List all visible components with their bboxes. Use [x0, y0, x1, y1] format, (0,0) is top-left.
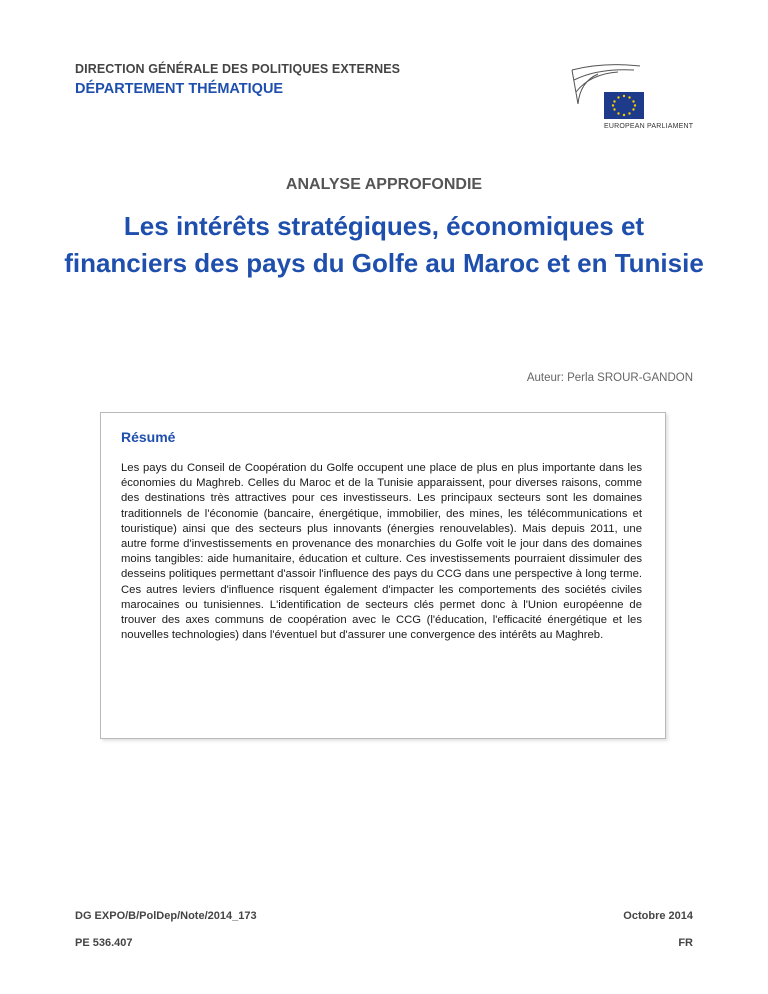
department-title: DÉPARTEMENT THÉMATIQUE [75, 81, 284, 97]
footer-row-2 [75, 937, 693, 949]
header-block [75, 62, 400, 97]
author-line: Auteur: Perla SROUR-GANDON [526, 372, 693, 384]
language-code: FR [678, 937, 693, 949]
footer-row-1 [75, 910, 693, 922]
document-reference: DG EXPO/B/PolDep/Note/2014_173 [75, 910, 257, 922]
summary-box [100, 412, 666, 739]
summary-text: Les pays du Conseil de Coopération du Golfe occupent une place de plus en plus importante dans les économies du Maghreb. Celles du Maroc et de la Tunisie apparaissent, pour diverses raisons, comme des destinations très attractives pour ces investisseurs. Les principaux secteurs sont les domaines traditionnels de l'économie (bancaire, énergétique, immobilier, des mines, les télécommunications et touristique) ainsi que des secteurs plus innovants (énergies renouvelables). Mais depuis 2011, une autre forme d'investissements en provenance des monarchies du Golfe voit le jour dans des domaines moins tangibles: aide humanitaire, éducation et culture. Ces investissements pourraient dissimuler des desseins politiques permettant d'assoir l'influence des pays du CCG dans une perspective à long terme. Ces autres leviers d'influence risquent également d'impacter les comportements des sociétés civiles marocaines ou tunisiennes. L'identification de secteurs clés permet donc à l'Union européenne de trouver des axes communs de coopération avec le CCG (l'éducation, l'efficacité énergétique et les nouvelles technologies) dans l'éventuel but d'assurer une convergence des intérêts au Maghreb. [121, 462, 642, 642]
pe-number: PE 536.407 [75, 937, 133, 949]
document-type: ANALYSE APPROFONDIE [285, 176, 483, 193]
summary-heading: Résumé [121, 429, 176, 445]
logo-caption: EUROPEAN PARLIAMENT [604, 123, 694, 130]
directorate-title: DIRECTION GÉNÉRALE DES POLITIQUES EXTERNES [75, 62, 401, 76]
publication-date: Octobre 2014 [623, 910, 693, 922]
document-title: Les intérêts stratégiques, économiques et financiers des pays du Golfe au Maroc et en Tunisie [64, 211, 704, 278]
